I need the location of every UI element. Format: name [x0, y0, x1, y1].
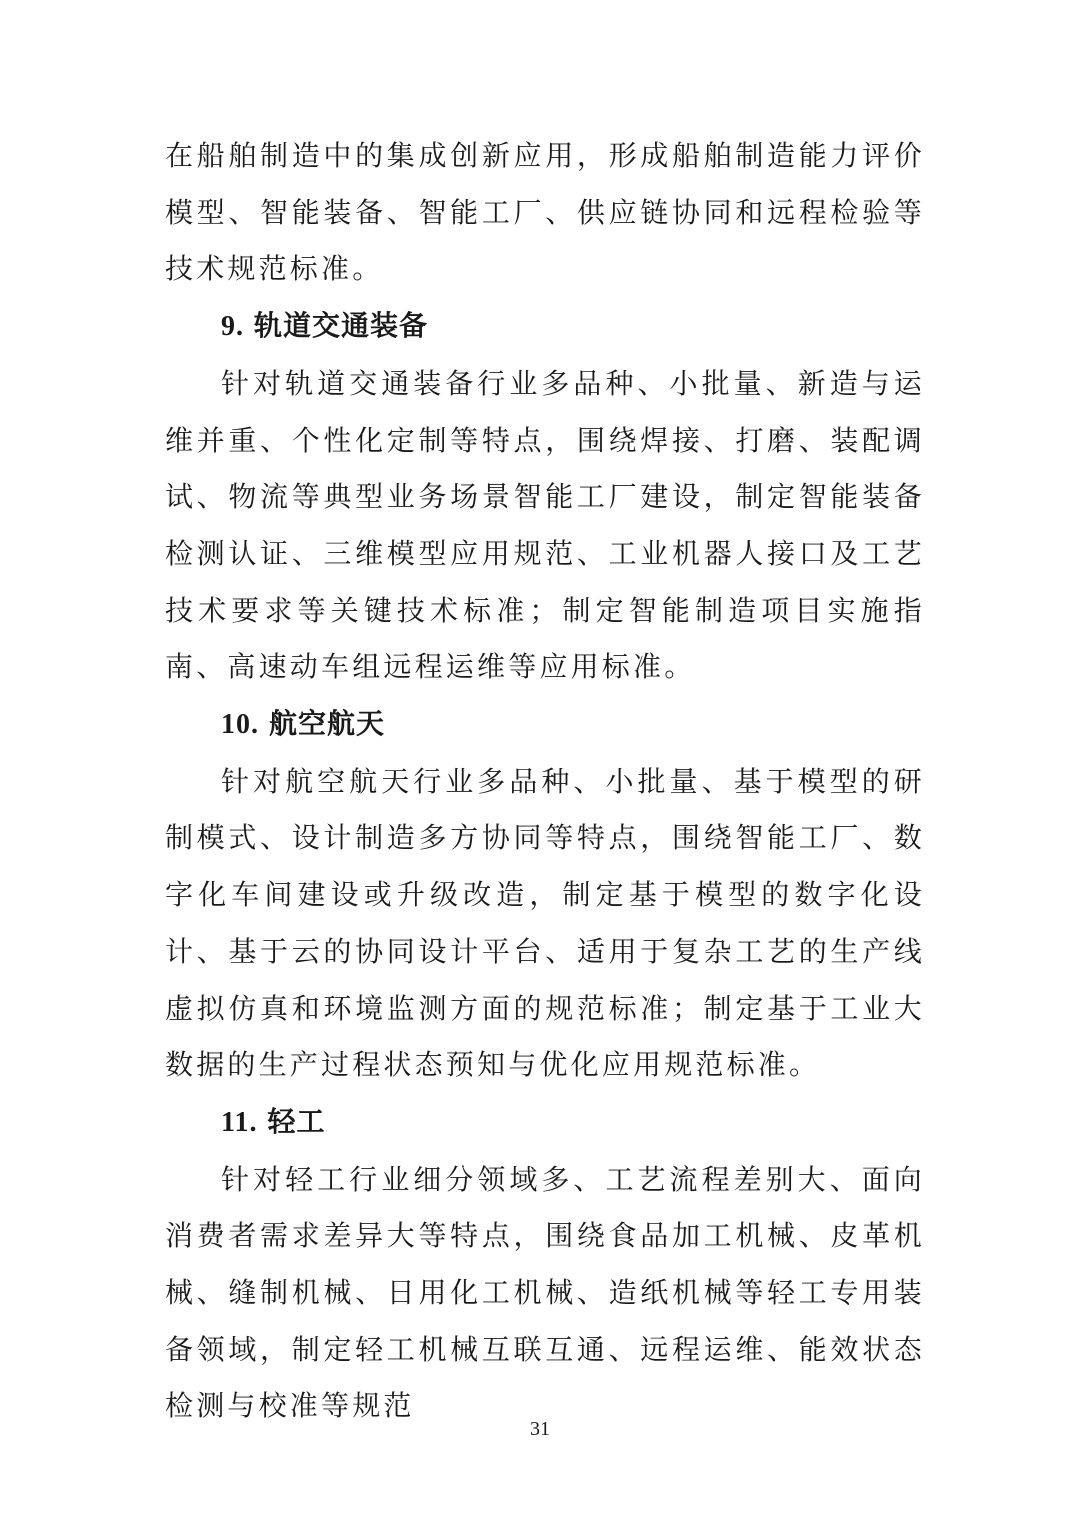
paragraph-rail-transit: 针对轨道交通装备行业多品种、小批量、新造与运维并重、个性化定制等特点，围绕焊接、打磨、装配调试、物流等典型业务场景智能工厂建设，制定智能装备检测认证、三维模型应用规范、工业机器人接口及工艺技术要求等关键技术标准；制定智能制造项目实施指南、高速动车组远程运维等应用标准。: [165, 366, 925, 684]
page-content: [165, 128, 925, 1435]
section-heading-aerospace: [165, 696, 925, 754]
paragraph-shipbuilding-continued: 在船舶制造中的集成创新应用，形成船舶制造能力评价模型、智能装备、智能工厂、供应链协同和远程检验等技术规范标准。: [165, 139, 925, 286]
page-number: 31: [530, 1418, 550, 1440]
section-heading-light-industry: [165, 1094, 925, 1152]
section-number: 9.: [221, 311, 244, 343]
paragraph-aerospace: 针对航空航天行业多品种、小批量、基于模型的研制模式、设计制造多方协同等特点，围绕智能工厂、数字化车间建设或升级改造，制定基于模型的数字化设计、基于云的协同设计平台、适用于复杂工艺的生产线虚拟仿真和环境监测方面的规范标准；制定基于工业大数据的生产过程状态预知与优化应用规范标准。: [165, 764, 925, 1082]
section-number: 10.: [221, 709, 259, 741]
section-title: 轻工: [267, 1104, 326, 1138]
section-number: 11.: [221, 1106, 258, 1138]
section-heading-rail-transit: [165, 298, 925, 356]
section-title: 轨道交通装备: [254, 309, 429, 343]
section-title: 航空航天: [269, 707, 386, 741]
paragraph-light-industry: 针对轻工行业细分领域多、工艺流程差别大、面向消费者需求差异大等特点，围绕食品加工机械、皮革机械、缝制机械、日用化工机械、造纸机械等轻工专用装备领域，制定轻工机械互联互通、远程运维、能效状态检测与校准等规范: [165, 1162, 925, 1423]
